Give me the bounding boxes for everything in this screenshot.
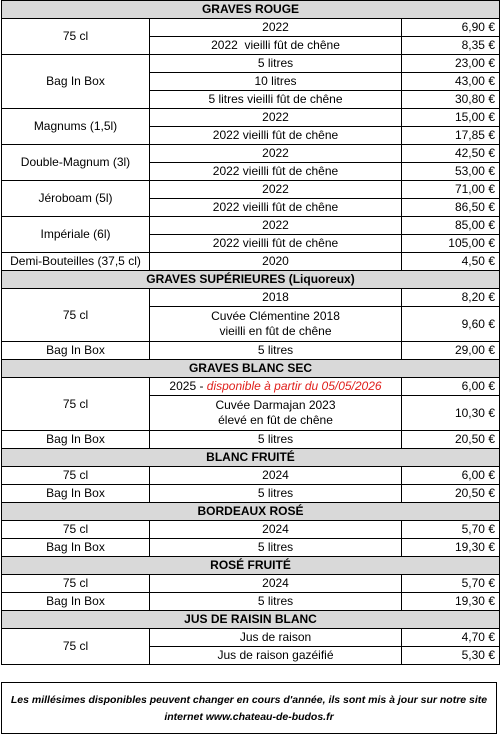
format-cell: Bag In Box (2, 342, 150, 360)
price-cell: 29,00 € (402, 342, 500, 360)
price-cell: 6,00 € (402, 378, 500, 396)
table-row (2, 289, 500, 307)
description-line: Cuvée Clémentine 2018 (211, 309, 340, 323)
table-row (2, 593, 500, 611)
format-cell: Bag In Box (2, 485, 150, 503)
table-row (2, 145, 500, 163)
format-cell: 75 cl (2, 575, 150, 593)
table-row (2, 253, 500, 271)
description-cell: 2022 (150, 181, 402, 199)
format-cell: 75 cl (2, 521, 150, 539)
table-row (2, 378, 500, 396)
section-title-bordeaux-rose: BORDEAUX ROSÉ (2, 503, 500, 521)
description-line: élevé en fût de chêne (218, 413, 333, 427)
table-row (2, 539, 500, 557)
table-row (2, 55, 500, 73)
description-cell: 2024 (150, 521, 402, 539)
description-cell: Jus de raison gazéifié (150, 647, 402, 665)
price-cell: 6,90 € (402, 19, 500, 37)
format-cell: 75 cl (2, 378, 150, 431)
price-cell: 17,85 € (402, 127, 500, 145)
price-cell: 19,30 € (402, 539, 500, 557)
section-header-row (2, 449, 500, 467)
description-line: vieilli en fût de chêne (219, 324, 332, 338)
price-cell: 5,30 € (402, 647, 500, 665)
table-row (2, 109, 500, 127)
description-cell: 5 litres (150, 431, 402, 449)
format-cell: 75 cl (2, 19, 150, 55)
table-row (2, 575, 500, 593)
format-cell: 75 cl (2, 289, 150, 342)
price-cell: 42,50 € (402, 145, 500, 163)
description-cell: 2022 vieilli fût de chêne (150, 199, 402, 217)
section-header-row (2, 503, 500, 521)
description-cell: Jus de raison (150, 629, 402, 647)
price-cell: 4,50 € (402, 253, 500, 271)
description-cell: 10 litres (150, 73, 402, 91)
price-cell: 8,35 € (402, 37, 500, 55)
description-cell: 2022 vieilli fût de chêne (150, 163, 402, 181)
description-cell: 2018 (150, 289, 402, 307)
description-cell: 2022 (150, 217, 402, 235)
format-cell: Bag In Box (2, 593, 150, 611)
vintage-label: 2025 - (169, 379, 207, 393)
table-row (2, 629, 500, 647)
description-cell: 2020 (150, 253, 402, 271)
format-cell: Magnums (1,5l) (2, 109, 150, 145)
format-cell: Bag In Box (2, 539, 150, 557)
format-cell: 75 cl (2, 629, 150, 665)
price-cell: 53,00 € (402, 163, 500, 181)
price-cell: 4,70 € (402, 629, 500, 647)
description-line: Cuvée Darmajan 2023 (215, 398, 336, 412)
format-cell: Demi-Bouteilles (37,5 cl) (2, 253, 150, 271)
price-cell: 71,00 € (402, 181, 500, 199)
description-cell: 2022 (150, 145, 402, 163)
table-row (2, 485, 500, 503)
description-cell: 5 litres (150, 342, 402, 360)
format-cell: Jéroboam (5l) (2, 181, 150, 217)
price-cell: 5,70 € (402, 521, 500, 539)
description-cell: 5 litres vieilli fût de chêne (150, 91, 402, 109)
footer-note-line: internet www.chateau-de-budos.fr (164, 711, 334, 723)
price-cell: 5,70 € (402, 575, 500, 593)
footer-note-line: Les millésimes disponibles peuvent changer en cours d'année, ils sont mis à jour sur notre site (10, 694, 488, 706)
section-header-row (2, 1, 500, 19)
section-title-rose-fruite: ROSÉ FRUITÉ (2, 557, 500, 575)
section-title-graves-rouge: GRAVES ROUGE (2, 1, 500, 19)
section-header-row (2, 557, 500, 575)
price-cell: 105,00 € (402, 235, 500, 253)
format-cell: Impériale (6l) (2, 217, 150, 253)
description-cell (150, 307, 402, 342)
table-row (2, 467, 500, 485)
price-cell: 43,00 € (402, 73, 500, 91)
format-cell: Bag In Box (2, 431, 150, 449)
description-cell: 2022 vieilli fût de chêne (150, 235, 402, 253)
price-cell: 19,30 € (402, 593, 500, 611)
description-cell: 2022 vieilli fût de chêne (150, 127, 402, 145)
format-cell: Double-Magnum (3l) (2, 145, 150, 181)
price-cell: 86,50 € (402, 199, 500, 217)
table-row (2, 181, 500, 199)
price-cell: 8,20 € (402, 289, 500, 307)
description-cell: 5 litres (150, 539, 402, 557)
description-cell: 2024 (150, 575, 402, 593)
section-title-graves-blanc-sec: GRAVES BLANC SEC (2, 360, 500, 378)
format-cell: Bag In Box (2, 55, 150, 109)
price-cell: 6,00 € (402, 467, 500, 485)
price-cell: 23,00 € (402, 55, 500, 73)
section-title-jus-de-raisin: JUS DE RAISIN BLANC (2, 611, 500, 629)
price-cell: 20,50 € (402, 485, 500, 503)
footer-note (1, 682, 497, 734)
section-header-row (2, 611, 500, 629)
price-list-table (1, 0, 500, 665)
description-cell: 2022 (150, 19, 402, 37)
format-cell: 75 cl (2, 467, 150, 485)
price-cell: 30,80 € (402, 91, 500, 109)
description-cell: 2022 vieilli fût de chêne (150, 37, 402, 55)
description-cell: 2022 (150, 109, 402, 127)
availability-notice: disponible à partir du 05/05/2026 (206, 379, 382, 393)
price-cell: 9,60 € (402, 307, 500, 342)
section-header-row (2, 360, 500, 378)
description-cell (150, 378, 402, 396)
table-row (2, 19, 500, 37)
table-row (2, 521, 500, 539)
price-cell: 85,00 € (402, 217, 500, 235)
price-cell: 20,50 € (402, 431, 500, 449)
price-cell: 10,30 € (402, 396, 500, 431)
price-cell: 15,00 € (402, 109, 500, 127)
description-cell: 5 litres (150, 485, 402, 503)
description-cell: 5 litres (150, 55, 402, 73)
section-title-graves-superieures: GRAVES SUPÉRIEURES (Liquoreux) (2, 271, 500, 289)
description-cell: 2024 (150, 467, 402, 485)
table-row (2, 217, 500, 235)
table-row (2, 342, 500, 360)
description-cell: 5 litres (150, 593, 402, 611)
description-cell (150, 396, 402, 431)
section-header-row (2, 271, 500, 289)
section-title-blanc-fruite: BLANC FRUITÉ (2, 449, 500, 467)
table-row (2, 431, 500, 449)
